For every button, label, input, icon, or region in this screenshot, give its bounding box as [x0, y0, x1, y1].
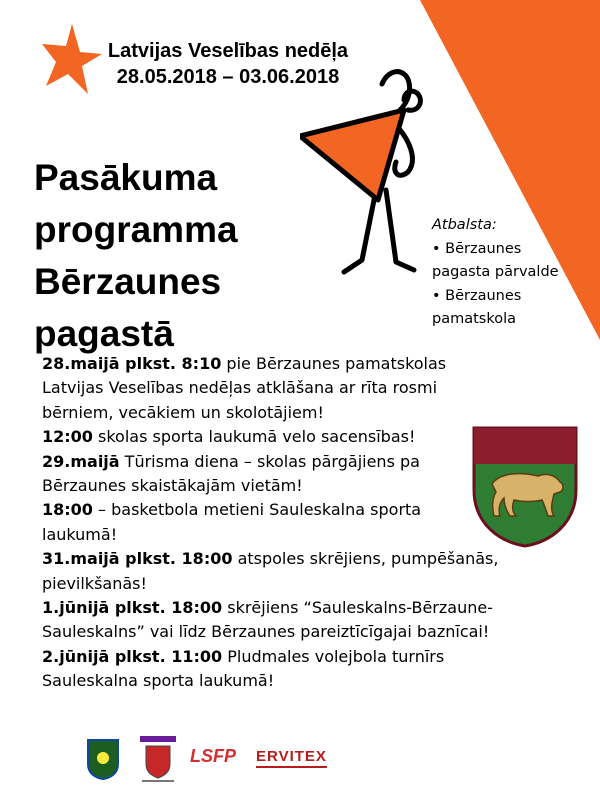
program-item-text: Latvijas Veselības nedēļas atklāšana ar rīta rosmi	[42, 378, 438, 398]
program-item-7-cont	[42, 669, 562, 693]
program-item-text: Sauleskalna sporta laukumā!	[42, 671, 275, 691]
stick-figure-illustration	[300, 40, 440, 300]
program-item-1-cont	[42, 376, 562, 400]
program-item-text: – basketbola metieni Sauleskalna sporta	[92, 500, 422, 520]
program-item-6	[42, 596, 562, 620]
program-item-time: 18:00	[42, 500, 93, 520]
lsfp-logo-text: LSFP	[190, 746, 237, 766]
sponsor-item-1-line-1: • Bērzaunes	[432, 240, 522, 257]
program-item-time: 28.maijā plkst. 8:10	[42, 354, 222, 373]
program-item-text: Tūrisma diena – skolas pārgājiens pa	[119, 451, 420, 471]
event-dates: 28.05.2018 – 03.06.2018	[116, 66, 340, 88]
lsfp-logo	[190, 746, 236, 767]
program-item-time: 12:00	[42, 427, 93, 447]
program-item-text: pievilkšanās!	[42, 573, 147, 593]
sponsor-item-2-line-2: pamatskola	[432, 311, 517, 327]
program-item-text: Bērzaunes skaistākajām vietām!	[42, 476, 303, 496]
page-title-line-2: programma	[34, 209, 238, 250]
footer-logos	[80, 734, 380, 790]
program-item-time: 2.jūnijā plkst. 11:00	[42, 646, 223, 666]
program-item-7	[42, 645, 562, 669]
ervitex-logo	[256, 748, 327, 768]
program-item-time: 29.maijā	[42, 451, 120, 471]
program-item-text: atspoles skrējiens, pumpēšanās,	[232, 549, 499, 569]
lssa-logo-icon	[86, 738, 120, 780]
program-item-text: Pludmales volejbola turnīrs	[222, 646, 445, 666]
program-item-time: 31.maijā plkst. 18:00	[42, 549, 233, 569]
program-item-text: pie Bērzaunes pamatskolas	[221, 354, 447, 373]
program-item-5-cont	[42, 572, 562, 596]
sponsors-block	[432, 214, 592, 332]
coat-of-arms-icon	[470, 424, 580, 548]
program-item-time: 1.jūnijā plkst. 18:00	[42, 598, 223, 618]
program-item-text: bērniem, vecākiem un skolotājiem!	[42, 402, 324, 422]
program-item-6-cont	[42, 620, 562, 644]
program-item-5	[42, 547, 562, 571]
page-title-line-4: pagastā	[34, 313, 174, 354]
event-title: Latvijas Veselības nedēļa	[107, 40, 349, 62]
ministry-logo-icon	[136, 734, 180, 784]
sponsor-item-2-line-1: • Bērzaunes	[432, 287, 522, 304]
sponsors-label: Atbalsta:	[432, 217, 497, 233]
page-title-line-3: Bērzaunes	[34, 261, 222, 302]
sponsor-item-1-line-2: pagasta pārvalde	[432, 264, 559, 280]
program-item-text: laukumā!	[42, 524, 118, 544]
page-title-line-1: Pasākuma	[34, 157, 218, 198]
program-item-text: Sauleskalns” vai līdz Bērzaunes pareiztīcīgajai baznīcai!	[42, 622, 490, 642]
page-title	[34, 152, 294, 360]
program-item-text: skrējiens “Sauleskalns-Bērzaune-	[222, 598, 493, 618]
program-item-1-cont	[42, 401, 562, 425]
ervitex-logo-text: ERVITEX	[256, 748, 327, 765]
program-item-text: skolas sporta laukumā velo sacensības!	[92, 427, 416, 447]
program-item-1	[42, 352, 562, 376]
